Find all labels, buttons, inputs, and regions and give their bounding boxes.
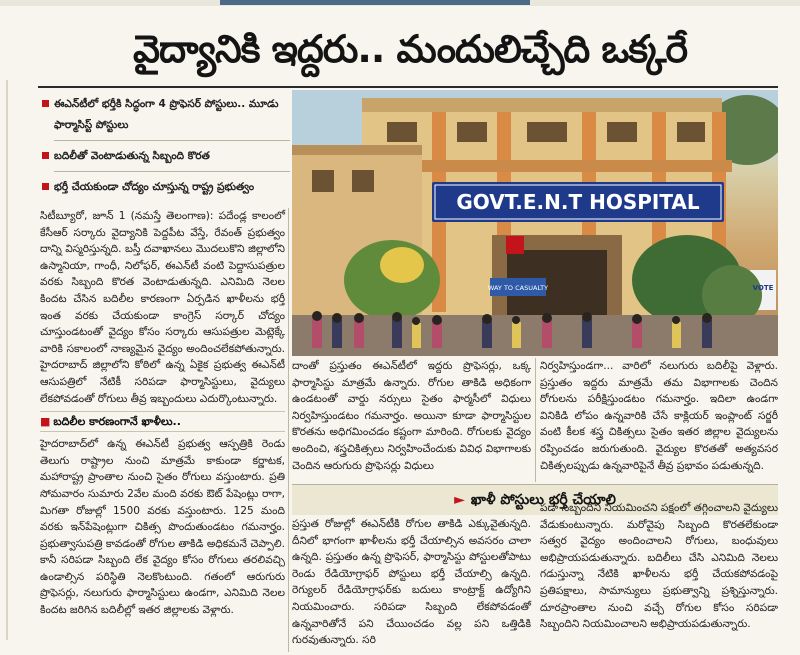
left-margin-line — [6, 80, 8, 640]
bullet-divider — [54, 140, 290, 141]
bullet-square-icon — [42, 100, 49, 107]
bullet-square-icon — [42, 152, 49, 159]
box-headline-text: ఖాళీ పోస్టులు భర్తీ చేయాలి — [470, 492, 616, 508]
subheading-marker-icon: ■ — [40, 415, 51, 429]
vote-sign-text: VOTE — [752, 284, 774, 292]
bullet-text: ఈఎన్‌టీలో భర్తీకి సిద్ధంగా 4 ప్రొఫెసర్ పోస్టులు.. మూడు ఫార్మాసిస్ట్ పోస్టులు — [54, 98, 279, 131]
bullet-text: బదిలీతో వెంటాడుతున్న సిబ్బంది కొరత — [54, 150, 210, 162]
column-divider — [288, 208, 289, 652]
box-right-column — [540, 500, 778, 633]
box-left-paragraph: ప్రస్తుత రోజుల్లో ఈఎన్‌టీకి రోగుల తాకిడి ఎక్కువైతున్నది. దీనిలో భాగంగా ఖాళీలను భర్తీ చేయాల్సిన అవసరం చాలా ఉన్నది. ప్రస్తుతం ఉన్న ప్రొఫెసర్, ఫార్మాసిస్టు పోస్టులతోపాటు రెండు రేడియోగ్రాఫర్ పోస్టులు భర్తీ చేయాల్సి ఉన్నది. రెగ్యులర్ రేడియోగ్రాఫర్‌కు బదులు కాంట్రాక్ట్ ఉద్యోగిని నియమించారు. సరిపడా సిబ్బంది లేకపోవడంతో ఉన్నవారితోనే పని చేయించడం వల్ల పని ఒత్తిడికి గురవుతున్నారు. సరి — [292, 518, 531, 647]
section-subheading — [40, 411, 285, 432]
left-paragraph-2: హైదరాబాద్‌లో ఉన్న ఈఎన్‌టీ ప్రభుత్వ ఆస్పత్రికి రెండు తెలుగు రాష్ట్రాల నుంచి మాత్రమే కాకుండా కర్ణాటక, మహారాష్ట్ర ప్రాంతాల నుంచి సైతం రోగులు వస్తుంటారు. ప్రతి సోమవారం సుమారు 2వేల మంది వరకు ఔట్ పేషెంట్లు రాగా, మిగతా రోజుల్లో 1500 వరకు వస్తుంటారు. 125 మంది వరకు ఇన్‌పేషెంట్లుగా చికిత్స పొందుతుండటం గమనార్హం. ప్రభుత్వాసుపత్రి కావడంతో రోగుల తాకిడి అధికమనే చెప్పాలి. కానీ సరిపడా సిబ్బంది లేక వైద్యం కోసం రోగులు తరలివచ్చి ఉండాల్సిన పరిస్థితి నెలకొంటుంది. గతంలో ఆరుగురు ప్రొఫెసర్లు, నలుగురు ఫార్మాసిస్టులు ఉండగా, ఎనిమిది నెలల కిందట జరిగిన బదిలీల్లో ఇతర జిల్లాలకు వెళ్లారు. — [40, 438, 285, 617]
box-marker-icon: ► — [454, 492, 465, 508]
bullet-divider — [54, 171, 290, 172]
left-paragraph-1: సిటీబ్యూరో, జూన్ 1 (నమస్తే తెలంగాణ): పదేండ్ల కాలంలో కేసీఆర్ సర్కారు వైద్యానికి పెద్దపీట వేస్తే, రేవంత్ ప్రభుత్వం దాన్ని విస్మరిస్తున్నది. బస్తీ దవాఖానలు మొదలుకొని జిల్లాలోని ఉస్మానియా, గాంధీ, నిలోఫర్, ఈఎన్‌టీ వంటి పెద్దాసుపత్రుల వరకు సిబ్బంది కొరత వెంటాడుతున్నది. ఎనిమిది నెలల కిందట చేసిన బదిలీల కారణంగా ఏర్పడిన ఖాళీలను భర్తీ ఇంత వరకు చేయకుండా కాంగ్రెస్ సర్కార్ చోద్యం చూస్తుండటంతో వైద్యం కోసం సర్కారు ఆసుపత్రుల మెట్లెక్కే వారికి సకాలంలో నాణ్యమైన వైద్యం అందించలేకపోతున్నారు. హైదరాబాద్ జిల్లాలోని కోఠిలో ఉన్న ఏకైక ప్రభుత్వ ఈఎన్‌టీ ఆసుపత్రిలో నేటికీ సరిపడా ఫార్మాసిస్టులు, వైద్యులు లేకపోవడంతో రోగులు తీవ్ర ఇబ్బందులు ఎదుర్కొంటున్నారు. — [40, 210, 285, 405]
casualty-sign-text: WAY TO CASUALTY — [487, 284, 549, 292]
headline-rule — [38, 86, 778, 88]
middle-paragraph: దాంతో ప్రస్తుతం ఈఎన్‌టీలో ఇద్దరు ప్రొఫెసర్లు, ఒక్క ఫార్మాసిస్టు మాత్రమే ఉన్నారు. రోగుల తాకిడి అధికంగా ఉండటంతో వార్డు నర్సులు సైతం ఫార్మసీలో విధులు నిర్వహిస్తుండటం గమనార్హం. అయినా కూడా ఫార్మాసిస్టుల కొరతను అధిగమించడం కష్టంగా మారింది. రోగులకు వైద్యం అందించి, శస్త్రచికిత్సలు నిర్వహించేందుకు వివిధ విభాగాలకు చెందిన ఆరుగురు ప్రొఫెసర్లు విధులు — [292, 360, 531, 472]
bullet-text: భర్తీ చేయకుండా చోద్యం చూస్తున్న రాష్ట్ర ప్రభుత్వం — [54, 181, 255, 193]
box-left-column — [292, 516, 531, 649]
middle-article-column — [292, 358, 531, 474]
left-article-column — [40, 208, 285, 619]
box-right-paragraph: పడా సిబ్బందిని నియమించని పక్షంలో తగ్గించాలని వైద్యులు వేడుకుంటున్నారు. మరోవైపు సిబ్బంది కొరతలేకుండా సత్వర వైద్యం అందించాలని రోగులు, బంధువులు అభిప్రాయపడుతున్నారు. బదిలీలు చేసి ఎనిమిది నెలలు గడుస్తున్నా నేటికి ఖాళీలను భర్తీ చేయకపోవడంపై ప్రతిపక్షాలు, సామాన్యులు ప్రభుత్వాన్ని ప్రశ్నిస్తున్నారు. దూరప్రాంతాల నుంచి వచ్చే రోగుల కోసం సరిపడా సిబ్బందిని నియమించాలని అభిప్రాయపడుతున్నారు. — [540, 502, 778, 631]
right-paragraph: నిర్వహిస్తుండగా... వారిలో నలుగురు బదిలీపై వెళ్లారు. ప్రస్తుతం ఇద్దరు మాత్రమే తమ విభాగాలకు చెందిన రోగులను పరీక్షిస్తుండటం గమనార్హం. ఇదిలా ఉండగా వినికిడి లోపం ఉన్నవారికి చేసే కాక్లియర్ ఇంప్లాంట్ సర్జరీ వంటి కీలక శస్త్ర చికిత్సలు సైతం ఇతర జిల్లాల వైద్యులను రప్పించడం జరుగుతుంది. వైద్యుల కొరతతో అత్యవసర చికిత్సలప్పుడు ఉన్నవారిపైనే తీవ్ర ప్రభావం పడుతున్నది. — [540, 360, 778, 472]
bullet-square-icon — [42, 183, 49, 190]
headline: వైద్యానికి ఇద్దరు.. మందులిచ్చేది ఒక్కరే — [133, 27, 687, 71]
top-accent-bar — [220, 0, 530, 5]
bullet-item-2 — [40, 146, 290, 167]
bullet-list — [40, 94, 290, 202]
column-divider — [535, 358, 536, 482]
subheading-text: బదిలీల కారణంగానే ఖాళీలు.. — [53, 415, 181, 429]
bullet-item-3 — [40, 177, 290, 198]
bullet-item-1 — [40, 94, 290, 136]
hospital-photo — [292, 90, 778, 356]
hospital-sign-text: GOVT.E.N.T HOSPITAL — [456, 190, 700, 214]
hospital-illustration — [292, 90, 778, 356]
right-article-column — [540, 358, 778, 474]
